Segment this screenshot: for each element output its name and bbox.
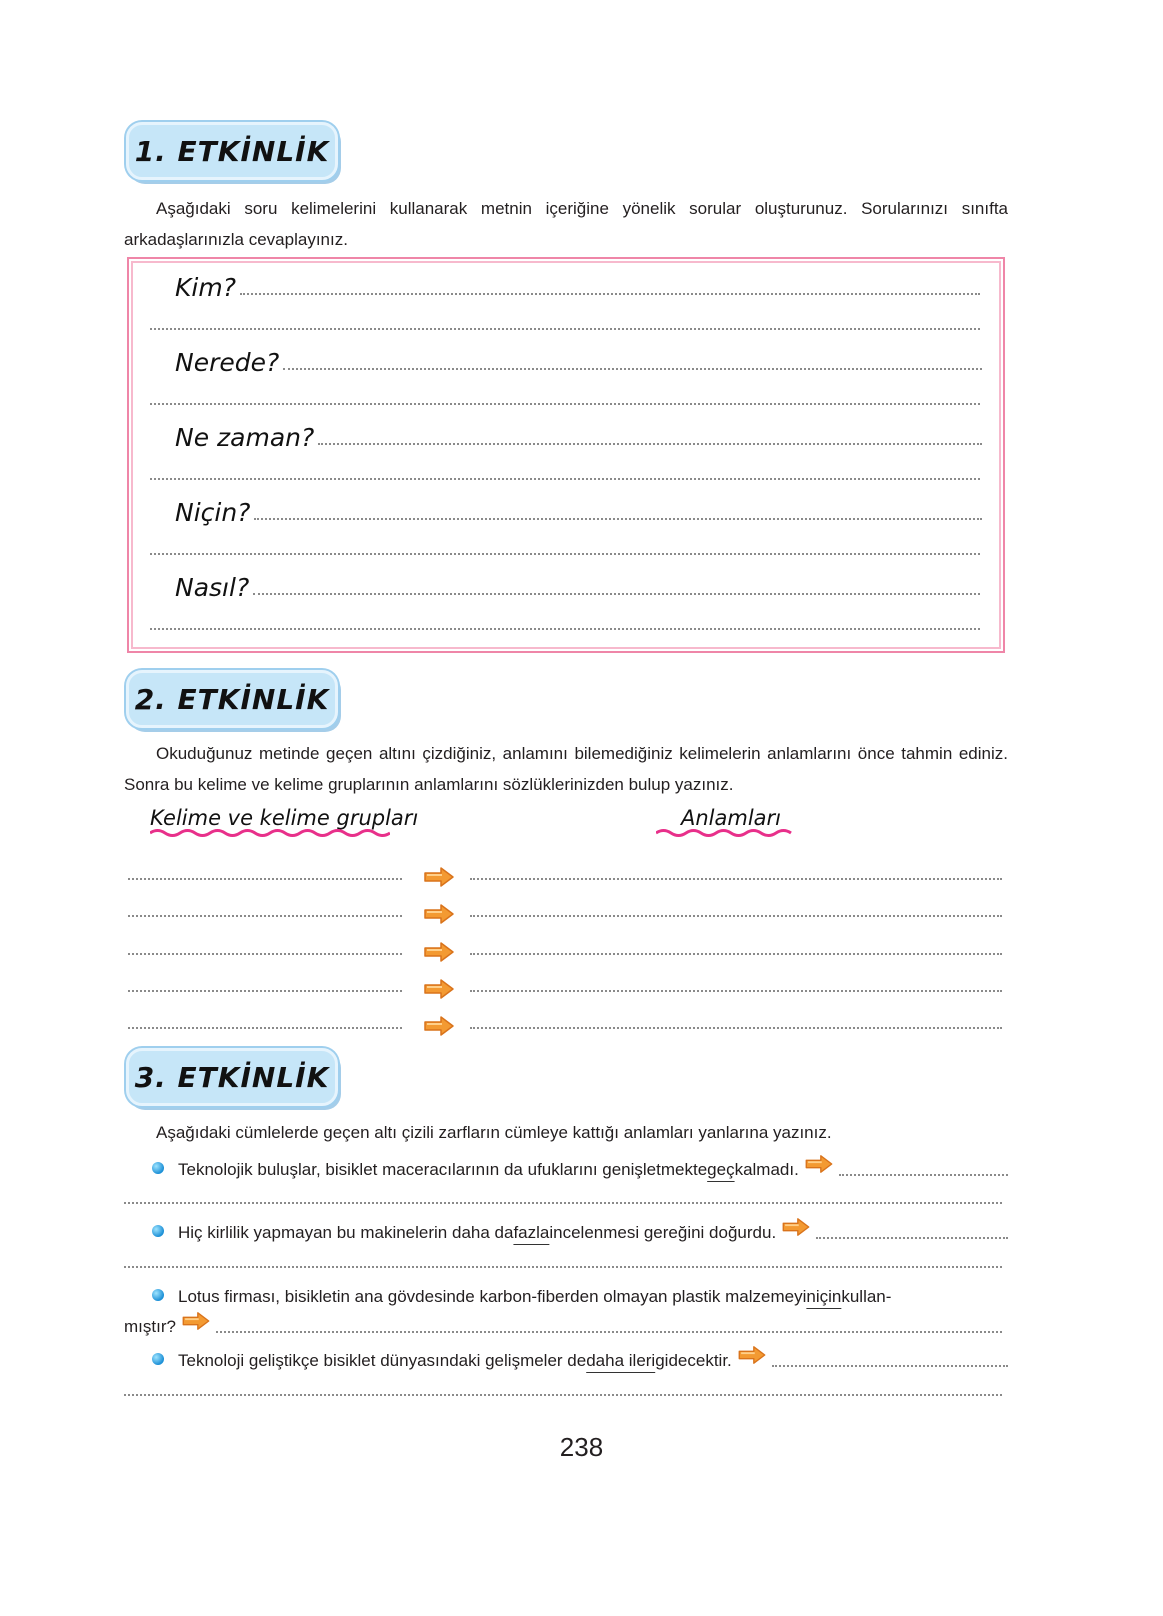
word-line[interactable] <box>128 990 402 992</box>
orange-arrow-icon <box>423 1015 455 1037</box>
question-row-nicin[interactable] <box>175 493 982 527</box>
page-number: 238 <box>559 1432 604 1462</box>
orange-arrow-icon <box>423 978 455 1000</box>
answer-line[interactable] <box>150 328 980 330</box>
sentence-item <box>124 1155 1008 1185</box>
question-label: Nerede? <box>175 348 280 377</box>
activity-1-title: 1. ETKİNLİK <box>134 134 330 168</box>
sentence-text: mıştır? <box>124 1317 176 1336</box>
underlined-adverb: fazla <box>513 1223 550 1242</box>
meaning-line[interactable] <box>470 990 1002 992</box>
sentence-text: Teknoloji geliştikçe bisiklet dünyasındaki gelişmeler de <box>178 1351 587 1370</box>
meaning-line[interactable] <box>470 953 1002 955</box>
answer-line[interactable] <box>816 1237 1008 1239</box>
question-label: Ne zaman? <box>175 423 315 452</box>
answer-line[interactable] <box>216 1331 1002 1333</box>
question-row-nasil[interactable] <box>175 568 980 602</box>
answer-line[interactable] <box>772 1365 1008 1367</box>
word-line[interactable] <box>128 953 402 955</box>
orange-arrow-icon <box>180 1311 212 1331</box>
question-label: Nasıl? <box>175 573 250 602</box>
orange-arrow-icon <box>423 866 455 888</box>
activity-2-badge <box>126 670 338 728</box>
activity-2-title: 2. ETKİNLİK <box>134 682 330 716</box>
answer-line[interactable] <box>839 1174 1008 1176</box>
orange-arrow-icon <box>423 941 455 963</box>
activity-1-badge <box>126 122 338 180</box>
answer-line[interactable] <box>254 518 982 520</box>
word-line[interactable] <box>128 878 402 880</box>
sentence-text: Teknolojik buluşlar, bisiklet maceracılarının da ufuklarını genişletmekte <box>178 1160 708 1179</box>
column-header-meanings <box>656 806 794 838</box>
answer-line[interactable] <box>150 403 980 405</box>
answer-line[interactable] <box>124 1202 1002 1204</box>
blue-bullet-icon <box>152 1225 164 1237</box>
sentence-text: kullan- <box>841 1287 892 1306</box>
meaning-line[interactable] <box>470 1027 1002 1029</box>
question-row-kim[interactable] <box>175 268 980 302</box>
answer-line[interactable] <box>150 628 980 630</box>
question-label: Kim? <box>175 273 236 302</box>
activity-3-badge <box>126 1048 338 1106</box>
sentence-text: incelenmesi gereğini doğurdu. <box>549 1223 777 1242</box>
activity-3-title: 3. ETKİNLİK <box>134 1060 330 1094</box>
answer-line[interactable] <box>150 478 980 480</box>
sentence-text: gidecektir. <box>655 1351 732 1370</box>
answer-line[interactable] <box>283 368 982 370</box>
question-row-ne-zaman[interactable] <box>175 418 982 452</box>
answer-line[interactable] <box>124 1394 1002 1396</box>
word-line[interactable] <box>128 915 402 917</box>
question-row-nerede[interactable] <box>175 343 982 377</box>
activity-2-instruction: Okuduğunuz metinde geçen altını çizdiğiniz, anlamını bilemediğiniz kelimelerin anlamlarını önce tahmin ediniz. Sonra bu kelime ve kelime gruplarının anlamlarını sözlüklerinizden bulup yazınız. <box>124 744 1008 794</box>
meaning-line[interactable] <box>470 878 1002 880</box>
answer-line[interactable] <box>318 443 982 445</box>
answer-line[interactable] <box>150 553 980 555</box>
sentence-text: kalmadı. <box>734 1160 799 1179</box>
sentence-item <box>124 1218 1008 1248</box>
sentence-item <box>124 1346 1008 1376</box>
underlined-adverb: geç <box>707 1160 735 1179</box>
orange-arrow-icon <box>803 1154 835 1174</box>
column-header-words <box>150 806 418 838</box>
question-label: Niçin? <box>175 498 251 527</box>
column-header-words-label: Kelime ve kelime grupları <box>150 806 419 830</box>
sentence-text: Hiç kirlilik yapmayan bu makinelerin daha da <box>178 1223 514 1242</box>
answer-line[interactable] <box>124 1266 1002 1268</box>
orange-arrow-icon <box>423 903 455 925</box>
sentence-continuation <box>124 1312 1008 1342</box>
orange-arrow-icon <box>736 1345 768 1365</box>
blue-bullet-icon <box>152 1289 164 1301</box>
underlined-adverb: niçin <box>806 1287 842 1306</box>
activity-3-instruction: Aşağıdaki cümlelerde geçen altı çizili zarfların cümleye kattığı anlamları yanlarına yazınız. <box>156 1123 832 1142</box>
blue-bullet-icon <box>152 1353 164 1365</box>
answer-line[interactable] <box>240 293 980 295</box>
word-line[interactable] <box>128 1027 402 1029</box>
answer-line[interactable] <box>253 593 980 595</box>
sentence-text: Lotus firması, bisikletin ana gövdesinde karbon-fiberden olmayan plastik malzemeyi <box>178 1287 807 1306</box>
column-header-meanings-label: Anlamları <box>681 806 782 830</box>
underlined-adverb: daha ileri <box>586 1351 656 1370</box>
orange-arrow-icon <box>780 1217 812 1237</box>
activity-1-instruction: Aşağıdaki soru kelimelerini kullanarak metnin içeriğine yönelik sorular oluşturunuz. Sorularınızı sınıfta arkadaşlarınızla cevaplayınız. <box>124 199 1008 249</box>
sentence-item <box>124 1282 1008 1312</box>
meaning-line[interactable] <box>470 915 1002 917</box>
blue-bullet-icon <box>152 1162 164 1174</box>
